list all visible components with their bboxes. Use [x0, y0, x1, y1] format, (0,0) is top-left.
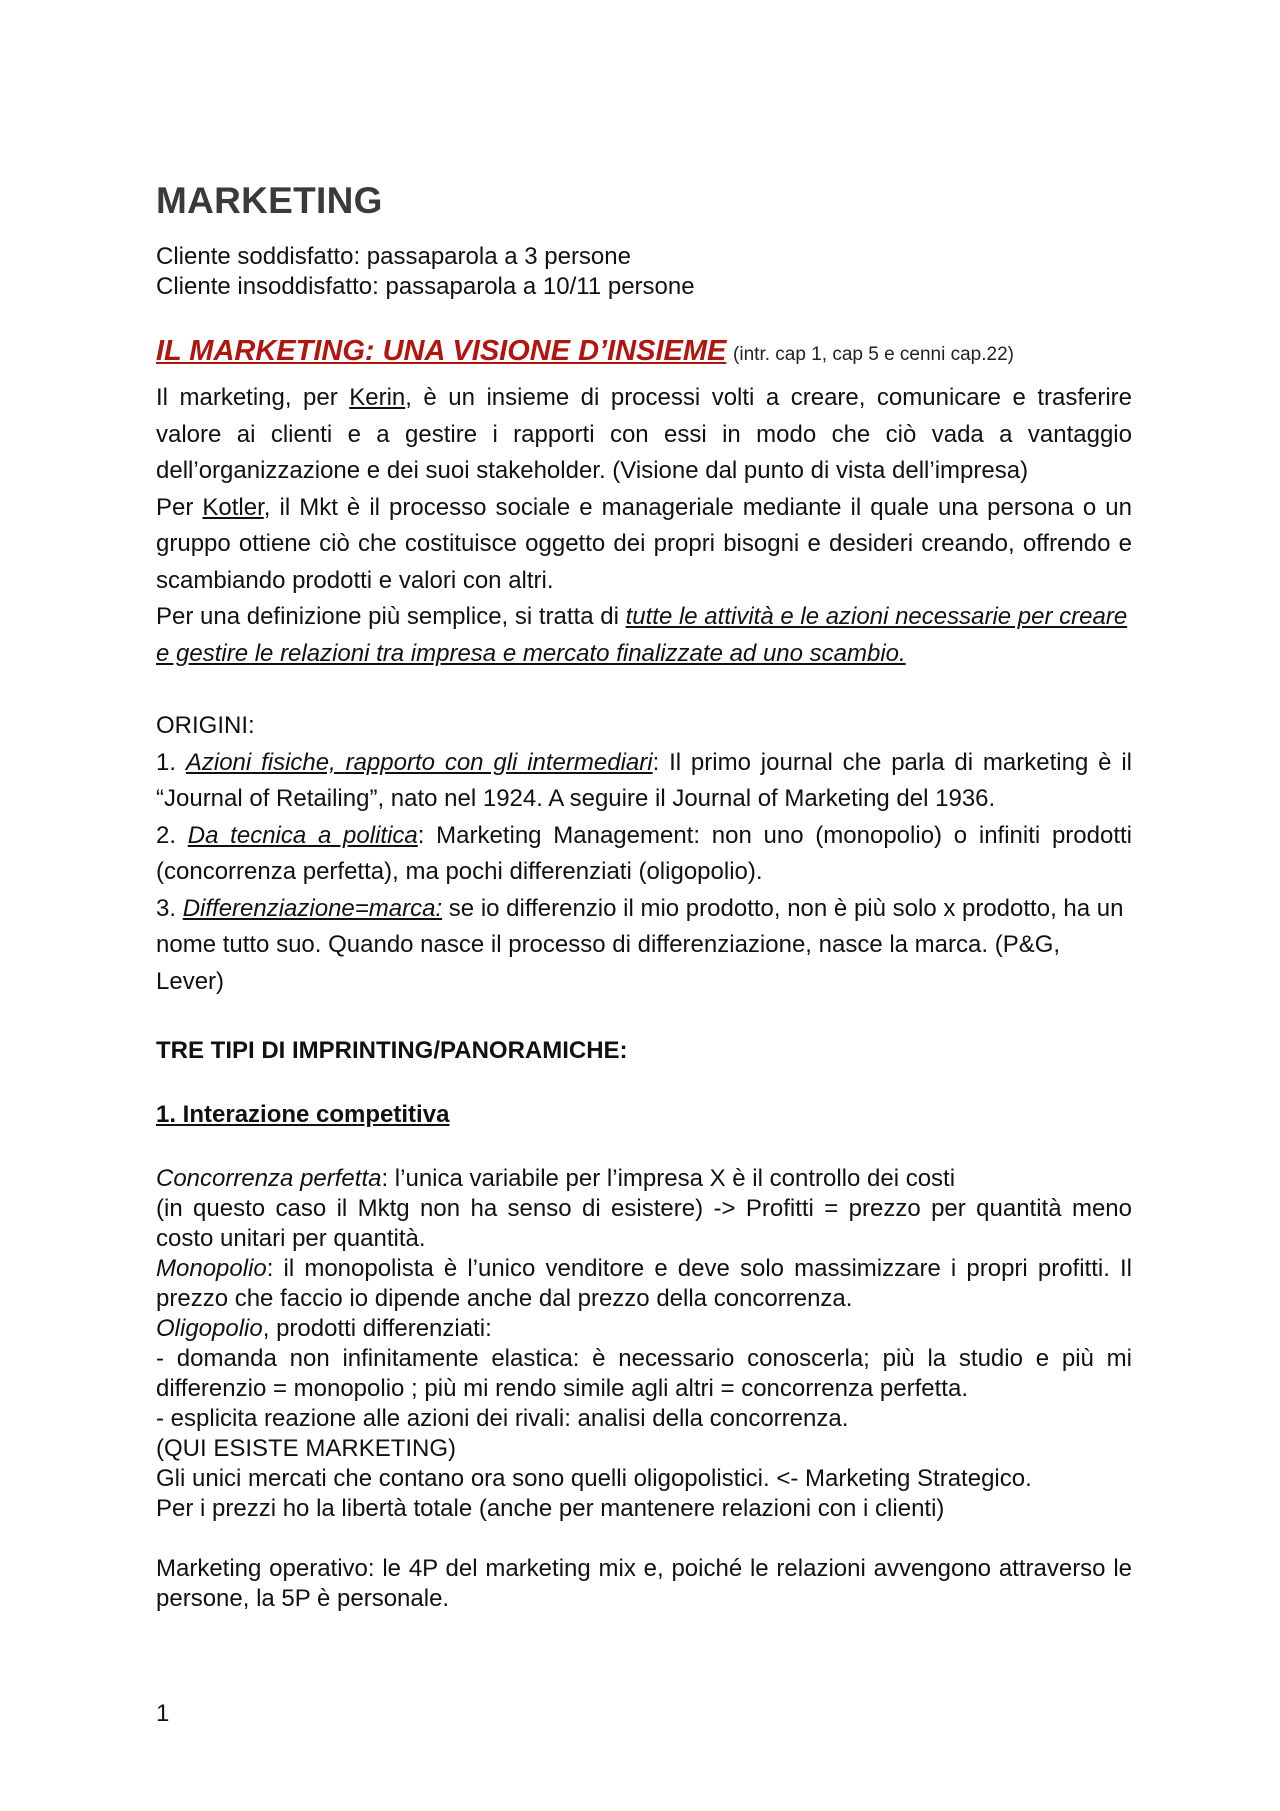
author-kotler: Kotler	[202, 493, 264, 521]
monopolio-term: Monopolio	[156, 1255, 267, 1282]
oligopolio-point-1: - domanda non infinitamente elastica: è necessario conoscerla; più la studio e più mi differenzio = monopolio ; più mi rendo simile agli altri = concorrenza perfetta.	[156, 1345, 1132, 1402]
author-kerin: Kerin	[349, 384, 406, 411]
marketing-exists-note: (QUI ESISTE MARKETING)	[156, 1435, 457, 1462]
imprinting-heading: TRE TIPI DI IMPRINTING/PANORAMICHE:	[156, 1037, 628, 1064]
origin-term-1: Azioni fisiche, rapporto con gli intermediari	[185, 748, 653, 776]
origins-label: ORIGINI:	[156, 712, 255, 739]
origin-item-3: 3. Differenziazione=marca: se io differenzio il mio prodotto, non è più solo x prodotto, ha un nome tutto suo. Quando nasce il processo di differenziazione, nasce la marca. (P&G, Lever)	[156, 894, 1124, 995]
prezzi-line: Per i prezzi ho la libertà totale (anche per mantenere relazioni con i clienti)	[156, 1495, 945, 1522]
origin-term-3: Differenziazione=marca:	[182, 894, 443, 922]
paragraph-definition: Per una definizione più semplice, si tratta di tutte le attività e le azioni necessarie per creare e gestire le relazioni tra impresa e mercato finalizzate ad uno scambio.	[156, 603, 1128, 667]
subheading-interazione: 1. Interazione competitiva	[156, 1101, 450, 1128]
marketing-operativo: Marketing operativo: le 4P del marketing mix e, poiché le relazioni avvengono attraverso le persone, la 5P è personale.	[156, 1555, 1132, 1612]
definition-emphasis: tutte le attività e le azioni necessarie per creare e gestire le relazioni tra impresa e mercato finalizzate ad uno scambio.	[156, 603, 1128, 667]
origin-term-2: Da tecnica a politica	[187, 821, 418, 849]
page-number: 1	[156, 1700, 170, 1727]
section-heading: IL MARKETING: UNA VISIONE D’INSIEME	[156, 335, 727, 367]
origin-item-2: 2. Da tecnica a politica: Marketing Management: non uno (monopolio) o infiniti prodotti (concorrenza perfetta), ma pochi differenziati (oligopolio).	[156, 821, 1133, 885]
intro-line-unsatisfied: Cliente insoddisfatto: passaparola a 10/11 persone	[156, 273, 695, 300]
paragraph-kerin: Il marketing, per Kerin, è un insieme di processi volti a creare, comunicare e trasferire valore ai clienti e a gestire i rapporti con essi in modo che ciò vada a vantaggio dell’organizzazione e dei suoi stakeholder. (Visione dal punto di vista dell’impresa)	[156, 384, 1133, 484]
page-content	[156, 168, 1132, 1614]
monopolio-line: Monopolio: il monopolista è l’unico venditore e deve solo massimizzare i propri profitti. Il prezzo che faccio io dipende anche dal prezzo della concorrenza.	[156, 1255, 1132, 1312]
oligopolio-line: Oligopolio, prodotti differenziati:	[156, 1315, 492, 1342]
concorrenza-detail: (in questo caso il Mktg non ha senso di esistere) -> Profitti = prezzo per quantità meno costo unitari per quantità.	[156, 1195, 1132, 1252]
section-heading-row	[156, 336, 1132, 370]
page-title: MARKETING	[156, 180, 383, 221]
concorrenza-term: Concorrenza perfetta	[156, 1165, 382, 1192]
paragraph-kotler: Per Kotler, il Mkt è il processo sociale e manageriale mediante il quale una persona o un gruppo ottiene ciò che costituisce oggetto dei propri bisogni e desideri creando, offrendo e scambiando prodotti e valori con altri.	[156, 493, 1132, 594]
intro-line-satisfied: Cliente soddisfatto: passaparola a 3 persone	[156, 243, 631, 270]
origin-item-1: 1. Azioni fisiche, rapporto con gli intermediari: Il primo journal che parla di marketing è il “Journal of Retailing”, nato nel 1924. A seguire il Journal of Marketing del 1936.	[156, 748, 1132, 812]
concorrenza-line: Concorrenza perfetta: l’unica variabile per l’impresa X è il controllo dei costi	[156, 1165, 956, 1192]
oligopolio-point-2: - esplicita reazione alle azioni dei rivali: analisi della concorrenza.	[156, 1405, 849, 1432]
section-heading-note: (intr. cap 1, cap 5 e cenni cap.22)	[733, 344, 1014, 365]
mercati-line: Gli unici mercati che contano ora sono quelli oligopolistici. <- Marketing Strategico.	[156, 1465, 1032, 1492]
oligopolio-term: Oligopolio	[156, 1315, 263, 1342]
